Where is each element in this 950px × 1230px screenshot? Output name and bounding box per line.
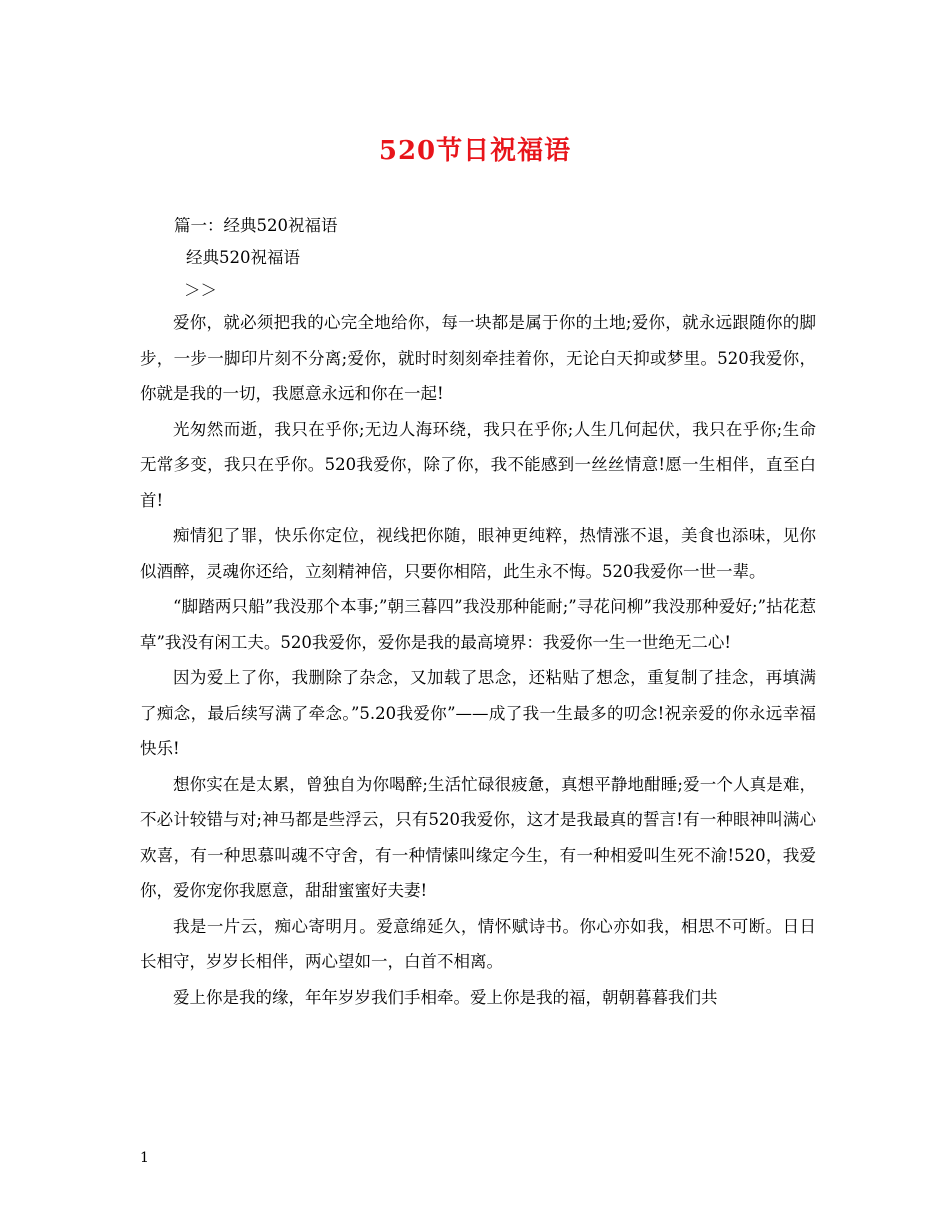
section-heading: 篇一：经典520祝福语	[174, 216, 338, 235]
paragraph: 爱你，就必须把我的心完全地给你，每一块都是属于你的土地;爱你，就永远跟随你的脚步，一步一脚印片刻不分离;爱你，就时时刻刻牵挂着你，无论白天抑或梦里。520我爱你，你就是我的一切，我愿意永远和你在一起!	[140, 313, 816, 403]
paragraph: 爱上你是我的缘，年年岁岁我们手相牵。爱上你是我的福，朝朝暮暮我们共	[173, 987, 718, 1007]
document-title: 520节日祝福语	[378, 136, 572, 166]
page-number: 1	[140, 1150, 149, 1166]
subheading: 经典520祝福语	[186, 248, 300, 267]
paragraph: 光匆然而逝，我只在乎你;无边人海环绕，我只在乎你;人生几何起伏，我只在乎你;生命无常多变，我只在乎你。520我爱你，除了你，我不能感到一丝丝情意!愿一生相伴，直至白首!	[140, 419, 816, 510]
paragraph: 因为爱上了你，我删除了杂念，又加载了思念，还粘贴了想念，重复制了挂念，再填满了痴念，最后续写满了牵念。”5.20我爱你”——成了我一生最多的叨念!祝亲爱的你永远幸福快乐!	[140, 668, 816, 758]
marker: ＞＞	[184, 281, 217, 300]
paragraph: “脚踏两只船”我没那个本事;”朝三暮四”我没那种能耐;”寻花问柳”我没那种爱好;”拈花惹草”我没有闲工夫。520我爱你，爱你是我的最高境界：我爱你一生一世绝无二心!	[140, 597, 816, 652]
paragraph: 痴情犯了罪，快乐你定位，视线把你随，眼神更纯粹，热情涨不退，美食也添味，见你似酒醉，灵魂你还给，立刻精神倍，只要你相陪，此生永不悔。520我爱你一世一辈。	[140, 526, 816, 581]
paragraph: 想你实在是太累，曾独自为你喝醉;生活忙碌很疲惫，真想平静地酣睡;爱一个人真是难，不必计较错与对;神马都是些浮云，只有520我爱你，这才是我最真的誓言!有一种眼神叫满心欢喜，有一种思慕叫魂不守舍，有一种情愫叫缘定今生，有一种相爱叫生死不渝!520，我爱你，爱你宠你我愿意，甜甜蜜蜜好夫妻!	[140, 774, 816, 900]
document-body	[140, 305, 816, 1015]
paragraph: 我是一片云，痴心寄明月。爱意绵延久，情怀赋诗书。你心亦如我，相思不可断。日日长相守，岁岁长相伴，两心望如一，白首不相离。	[140, 916, 816, 971]
